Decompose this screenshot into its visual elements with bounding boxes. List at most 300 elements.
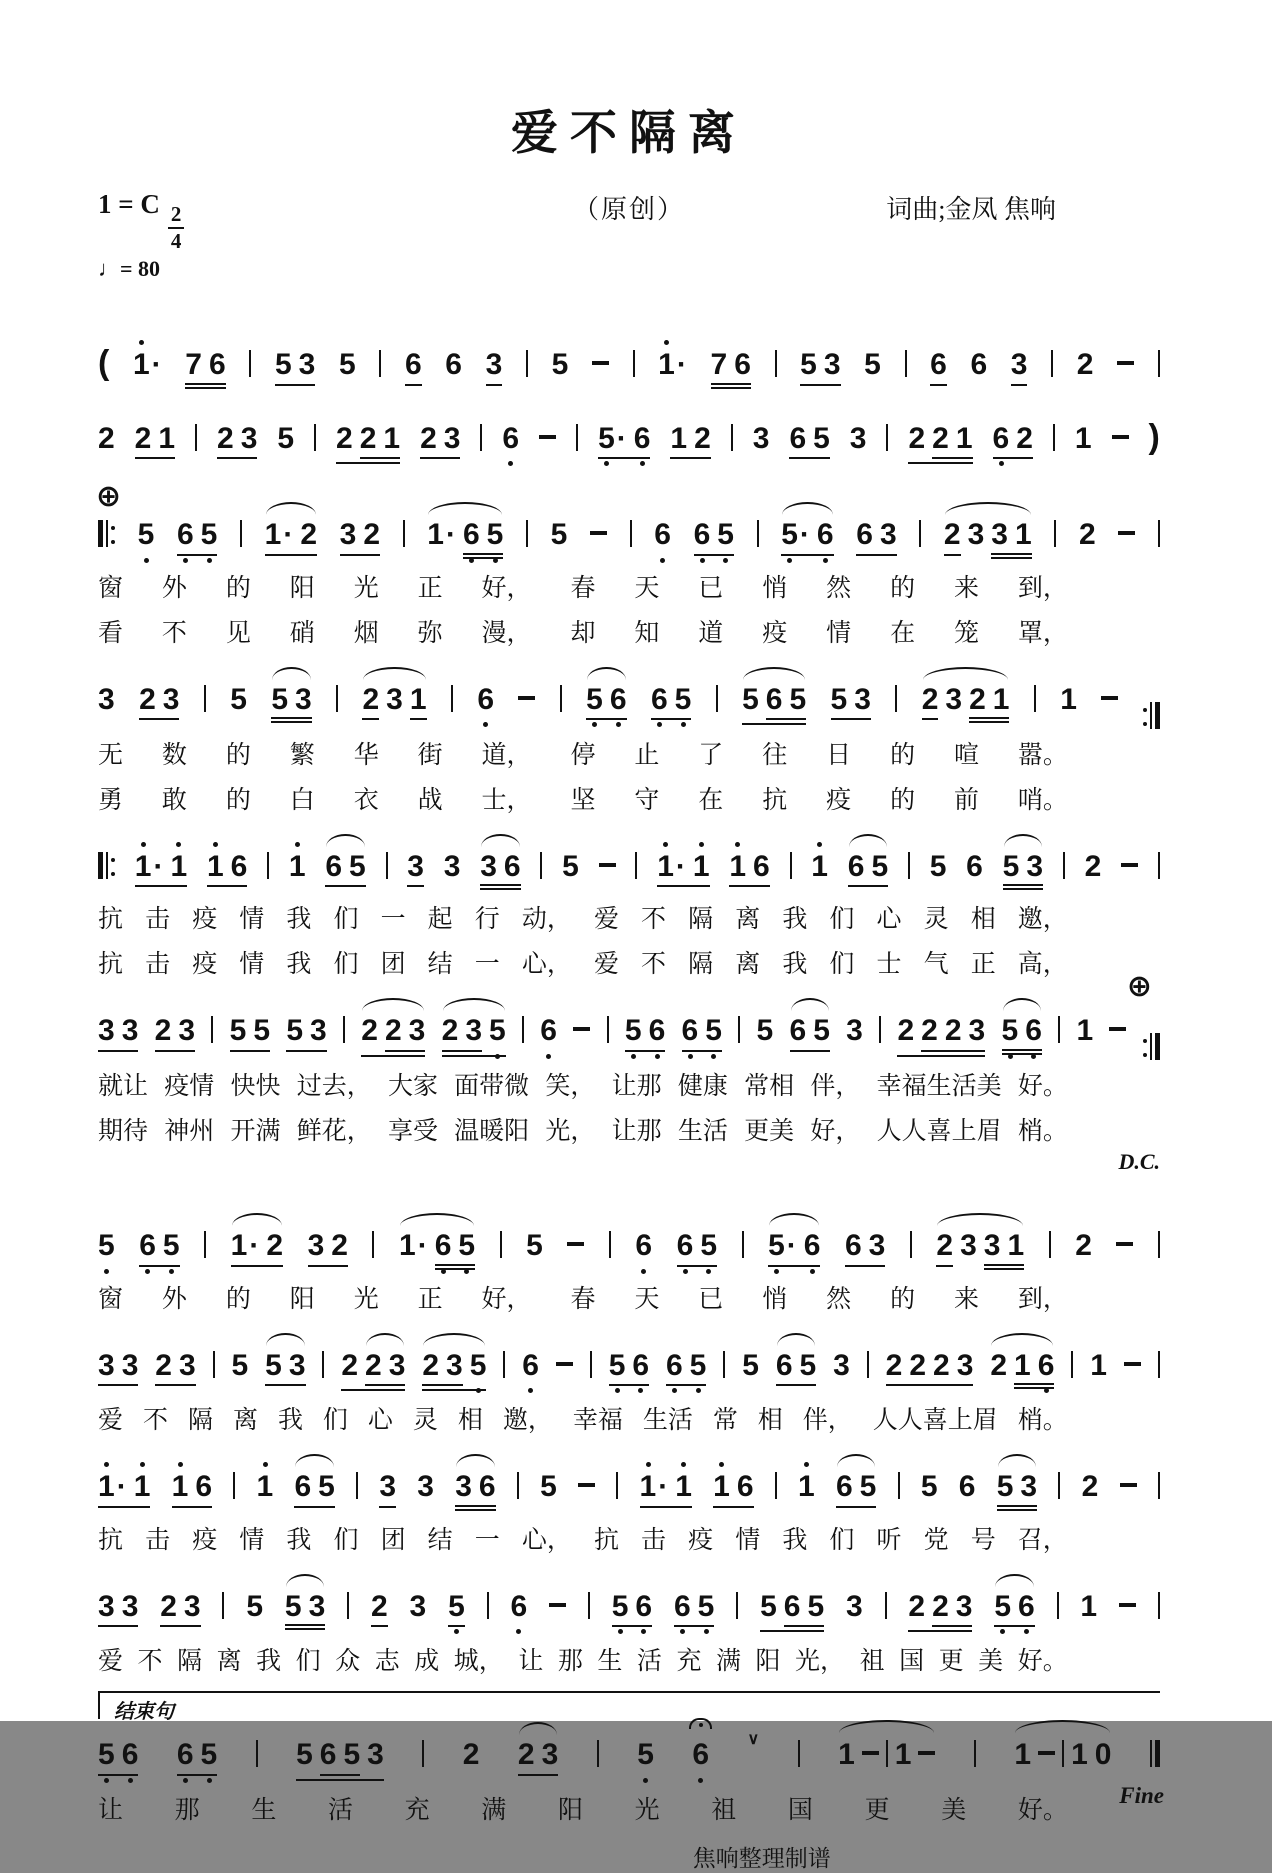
- note: 6: [817, 519, 834, 551]
- lyric-syllable: 好，: [810, 1118, 861, 1146]
- lyrics-line: [98, 1520, 1160, 1556]
- song-title: 爱不隔离: [511, 108, 747, 160]
- barline: [738, 1016, 740, 1043]
- note: 5: [201, 519, 218, 551]
- notes-line: [98, 1450, 1160, 1511]
- lyric-syllable: 我: [286, 906, 312, 934]
- note: 6: [694, 519, 711, 551]
- barline: [1158, 520, 1160, 547]
- barline: [919, 520, 921, 547]
- duration-dash: [549, 1603, 566, 1607]
- note: 1: [1090, 1348, 1107, 1382]
- lyric-syllable: 更: [938, 1648, 964, 1676]
- note: 1: [1076, 1014, 1094, 1048]
- lyric-syllable: 疫: [192, 906, 218, 934]
- beam-group: [991, 519, 1031, 559]
- beam-group: [831, 684, 871, 721]
- lyric-syllable: 人人喜上眉: [872, 1407, 998, 1435]
- lyric-syllable: 我: [782, 1526, 808, 1554]
- beam-group: [385, 1015, 425, 1052]
- barline: [249, 350, 251, 377]
- note: 6: [856, 518, 873, 552]
- octave-dot-above: [699, 842, 704, 847]
- octave-dot-below: [672, 1388, 677, 1393]
- note: 5: [98, 1739, 115, 1771]
- lyric-syllable: 硝: [289, 619, 315, 647]
- notes-line: [98, 399, 1160, 465]
- barline: [630, 520, 632, 547]
- note: 2: [160, 1589, 177, 1623]
- beam-group: [177, 519, 217, 556]
- lyric-syllable: 更美: [744, 1118, 795, 1146]
- repeat-dot: [111, 540, 115, 544]
- octave-dot-below: [104, 1778, 109, 1783]
- barline: [1155, 1740, 1160, 1767]
- lyric-syllable: 繁: [289, 741, 315, 769]
- lyric-syllable: 情: [239, 906, 265, 934]
- notes-line: [98, 994, 1160, 1057]
- note: 3: [98, 1014, 115, 1048]
- octave-dot-below: [604, 461, 609, 466]
- barline: [609, 1231, 611, 1258]
- note: 2: [134, 421, 152, 455]
- footer-credit: 焦响整理制谱: [692, 1845, 831, 1871]
- note: 1: [675, 1471, 692, 1503]
- note: 5: [996, 1470, 1014, 1504]
- lyric-syllable: 抗: [98, 1526, 124, 1554]
- note: 5: [229, 1014, 247, 1048]
- lyric-syllable: 疫: [688, 1526, 714, 1554]
- note: 6: [177, 519, 194, 551]
- octave-dot-above: [646, 1462, 651, 1467]
- lyric-syllable: 情: [735, 1526, 761, 1554]
- octave-dot-below: [104, 1269, 109, 1274]
- lyric-syllable: 面带微: [454, 1073, 530, 1101]
- duration-dot: ·: [151, 348, 162, 382]
- octave-dot-below: [657, 722, 662, 727]
- beam-group: [711, 349, 751, 389]
- lyric-syllable: 的: [225, 786, 251, 814]
- note: 1·: [135, 851, 164, 883]
- lyric-syllable: 让: [518, 1648, 544, 1676]
- note: 3: [1010, 348, 1028, 382]
- duration-dash: [1116, 1242, 1133, 1246]
- duration-dot: ·: [445, 518, 456, 552]
- beam-group: [155, 1015, 195, 1052]
- barline: [635, 852, 637, 879]
- beam-group: [784, 1591, 824, 1628]
- octave-dot-below: [711, 1054, 716, 1059]
- note: 6: [736, 1470, 754, 1504]
- note: 3: [455, 1470, 472, 1504]
- barline: [211, 1016, 213, 1043]
- note: 6: [966, 849, 983, 883]
- note: 5: [612, 1591, 629, 1623]
- notes-line: [98, 1718, 1160, 1781]
- lyric-syllable: 在: [890, 619, 916, 647]
- note: 6: [765, 682, 783, 716]
- duration-dot: ·: [116, 1470, 127, 1504]
- repeat-dot: [111, 872, 115, 876]
- beam-group: [98, 1015, 138, 1052]
- note: 3: [162, 682, 180, 716]
- beam-group: [362, 684, 379, 721]
- lyric-syllable: 的: [890, 574, 916, 602]
- lyric-syllable: 天: [634, 1285, 660, 1313]
- beam-group: [677, 1230, 717, 1267]
- slur-group: [994, 1591, 1034, 1628]
- note: 6: [804, 1230, 821, 1262]
- lyric-syllable: 国: [899, 1648, 925, 1676]
- barline: [522, 1016, 524, 1043]
- note: 5: [813, 421, 830, 455]
- note: 1: [1080, 1589, 1098, 1623]
- dc-label: D.C.: [1118, 1149, 1160, 1175]
- lyric-syllable: 享受: [387, 1118, 438, 1146]
- lyric-syllable: 阳: [755, 1648, 781, 1676]
- lyric-syllable: 离: [735, 951, 761, 979]
- note: 6: [775, 1348, 793, 1382]
- note: 1·: [230, 1229, 260, 1263]
- lyric-syllable: 动，: [521, 906, 572, 934]
- note: 5: [230, 682, 247, 716]
- octave-dot-below: [1031, 1054, 1036, 1059]
- note: 6: [435, 1230, 452, 1262]
- beam-group: [336, 423, 400, 465]
- octave-dot-below: [592, 722, 597, 727]
- octave-dot-below: [696, 1388, 701, 1393]
- beam-group: [98, 1471, 150, 1508]
- beam-group: [922, 684, 939, 721]
- octave-dot-above: [735, 842, 740, 847]
- duration-dash: [1101, 696, 1118, 700]
- segno-icon: ⊕: [1126, 969, 1152, 1005]
- beam-group: [651, 684, 691, 721]
- note: 5: [789, 682, 807, 716]
- beam-group: [760, 1591, 824, 1633]
- barline: [1054, 520, 1056, 547]
- lyrics-line: [98, 899, 1160, 935]
- lyric-syllable: 伴，: [802, 1407, 853, 1435]
- lyric-syllable: 弥: [417, 619, 443, 647]
- lyric-syllable: 坚: [570, 786, 596, 814]
- octave-dot-below: [704, 1629, 709, 1634]
- note: 2: [932, 1589, 949, 1623]
- lyric-syllable: 让那: [611, 1118, 662, 1146]
- lyric-syllable: 结: [427, 1526, 453, 1554]
- lyric-syllable: 心，: [521, 951, 572, 979]
- beam-group: [789, 423, 829, 460]
- note: 3: [367, 1738, 384, 1772]
- slur-group: [427, 519, 503, 559]
- note: 6: [1018, 1591, 1035, 1623]
- note: 5: [586, 684, 603, 716]
- note: 3: [991, 518, 1008, 552]
- barline: [974, 1740, 976, 1767]
- lyric-syllable: 灵: [412, 1407, 438, 1435]
- barline: [775, 1472, 777, 1499]
- barline: [204, 1231, 206, 1258]
- duration-dash: [1038, 1751, 1055, 1755]
- note: 1·: [427, 518, 456, 552]
- octave-dot-below: [508, 461, 513, 466]
- lyric-syllable: 士，: [481, 786, 532, 814]
- lyric-syllable: 光，: [795, 1648, 846, 1676]
- note: 3: [879, 518, 897, 552]
- note: 5: [458, 1230, 475, 1262]
- system-line: [96, 479, 1160, 649]
- lyric-syllable: 们: [333, 951, 359, 979]
- note: 5: [1002, 849, 1020, 883]
- beam-group: [932, 1591, 972, 1628]
- note: 2: [1084, 849, 1102, 883]
- octave-dot-below: [680, 1629, 685, 1634]
- note: 2: [944, 1014, 962, 1048]
- beam-group: [435, 1230, 475, 1270]
- system-line: [98, 830, 1160, 981]
- beam-group: [379, 1471, 396, 1508]
- notes-line: [98, 498, 1160, 559]
- lyric-syllable: 窗: [98, 1285, 124, 1313]
- note: 1: [170, 851, 187, 883]
- note: 5: [487, 519, 504, 551]
- lyric-syllable: 守: [634, 786, 660, 814]
- lyric-syllable: 正: [417, 1285, 443, 1313]
- barline: [1158, 350, 1160, 377]
- slur-group: [285, 1591, 325, 1631]
- duration-dash: [556, 1362, 573, 1366]
- slur-group: [742, 684, 806, 726]
- slur-group: [922, 684, 1010, 724]
- note: 3: [240, 421, 258, 455]
- lyric-syllable: 击: [641, 1526, 667, 1554]
- note: 2: [420, 421, 437, 455]
- lyric-syllable: 气: [923, 951, 949, 979]
- lyric-syllable: 更: [864, 1796, 890, 1824]
- note: 2: [885, 1348, 903, 1382]
- lyric-syllable: 心: [367, 1407, 393, 1435]
- lyric-syllable: 起: [427, 906, 453, 934]
- barline: [1058, 1472, 1060, 1499]
- octave-dot-above: [141, 842, 146, 847]
- note: 1: [134, 1471, 151, 1503]
- duration-dot: ·: [799, 518, 810, 552]
- barline: [1158, 1351, 1160, 1378]
- lyrics-line: [98, 1641, 1160, 1677]
- lyric-syllable: 不: [161, 619, 187, 647]
- barline: [731, 424, 733, 451]
- duration-dot: ·: [153, 849, 164, 883]
- note: 5: [253, 1014, 271, 1048]
- beam-group: [135, 423, 175, 460]
- octave-dot-below: [1044, 1388, 1049, 1393]
- barline: [500, 1231, 502, 1258]
- note: 2: [139, 682, 156, 716]
- note: 1: [670, 421, 688, 455]
- slur-group: [790, 1015, 830, 1052]
- lyric-syllable: 邀，: [502, 1407, 553, 1435]
- lyrics-line: [98, 1111, 1160, 1147]
- lyric-syllable: 不: [641, 906, 667, 934]
- note: 5: [1002, 1015, 1019, 1047]
- lyric-syllable: 号: [970, 1526, 996, 1554]
- note: 6: [634, 423, 651, 455]
- note: 3: [121, 1348, 139, 1382]
- slur-group: [1014, 1737, 1111, 1771]
- note: 3: [485, 348, 503, 382]
- beam-group: [670, 423, 710, 460]
- lyric-syllable: 情: [826, 619, 852, 647]
- note: 5: [929, 849, 947, 883]
- beam-group: [1011, 349, 1028, 386]
- lyric-syllable: 抗: [762, 786, 788, 814]
- repeat-start-barline: [98, 852, 115, 879]
- duration-dot: ·: [616, 421, 627, 455]
- note: 5: [717, 519, 734, 551]
- barline: [905, 350, 907, 377]
- slur-group: [1002, 1015, 1042, 1055]
- barline: [403, 520, 405, 547]
- slur-group: [990, 1350, 1054, 1390]
- lyric-syllable: 梢。: [1017, 1118, 1068, 1146]
- duration-dash: [918, 1751, 935, 1755]
- lyric-syllable: 爱: [593, 906, 619, 934]
- note: 1: [798, 1471, 815, 1503]
- barline: [204, 685, 206, 712]
- beam-group: [766, 684, 806, 721]
- note: 6: [1038, 1350, 1055, 1382]
- note: 2: [361, 1014, 378, 1048]
- lyric-syllable: 活: [327, 1796, 353, 1824]
- lyric-syllable: 们: [333, 1526, 359, 1554]
- note: 3: [409, 1589, 427, 1623]
- note: 1: [955, 421, 973, 455]
- lyric-syllable: 充: [404, 1796, 430, 1824]
- note: 5: [138, 519, 155, 551]
- note: 5: [265, 1348, 282, 1382]
- barline: [633, 350, 635, 377]
- note: 3: [407, 849, 424, 883]
- beam-group: [296, 1739, 384, 1781]
- lyric-syllable: 漫，: [481, 619, 532, 647]
- barline: [540, 852, 542, 879]
- lyric-syllable: 停: [570, 741, 596, 769]
- system-line: [98, 969, 1160, 1175]
- barline: [898, 1472, 900, 1499]
- note: 2: [1076, 348, 1094, 382]
- beam-group: [320, 1739, 360, 1776]
- slur-group: [442, 1015, 506, 1057]
- slur-group: [422, 1350, 486, 1392]
- note: 3: [178, 1348, 196, 1382]
- note: 3: [288, 1348, 306, 1382]
- duration-dash: [539, 435, 556, 439]
- note: 5: [920, 1470, 938, 1504]
- beam-group: [944, 519, 961, 556]
- beam-group: [1014, 1350, 1054, 1390]
- note: 5·: [768, 1230, 797, 1262]
- beam-group: [155, 1350, 195, 1387]
- note: 3: [307, 1229, 325, 1263]
- lyric-syllable: 疫: [762, 619, 788, 647]
- song-subtitle: （原创）: [572, 195, 685, 224]
- note: 3: [846, 1014, 863, 1048]
- barline: [503, 1351, 505, 1378]
- lyric-syllable: 一: [474, 951, 500, 979]
- note: 2: [897, 1014, 915, 1048]
- note: 6: [753, 849, 770, 883]
- lyric-syllable: 爱: [98, 1648, 124, 1676]
- note: 5: [338, 348, 356, 382]
- system-line: [98, 325, 1160, 389]
- duration-dash: [518, 696, 535, 700]
- note: 1: [729, 851, 746, 883]
- beam-group: [463, 519, 503, 559]
- barline: [213, 1351, 215, 1378]
- beam-group: [694, 519, 734, 556]
- note: 1: [1014, 518, 1032, 552]
- lyric-syllable: 听: [876, 1526, 902, 1554]
- lyric-syllable: 罩，: [1017, 619, 1068, 647]
- note: 6: [635, 1591, 652, 1623]
- octave-dot-above: [817, 842, 822, 847]
- lyric-syllable: 抗: [593, 1526, 619, 1554]
- barline: [1058, 1016, 1060, 1043]
- lyrics-line: [98, 613, 1160, 649]
- octave-dot-below: [1000, 1629, 1005, 1634]
- beam-group: [98, 1591, 138, 1628]
- lyric-syllable: 离: [735, 906, 761, 934]
- lyric-syllable: 在: [698, 786, 724, 814]
- lyric-syllable: 悄: [762, 1285, 788, 1313]
- beam-group: [598, 423, 650, 460]
- note: 6: [654, 519, 671, 551]
- repeat-start-barline: [98, 520, 115, 547]
- barline: [1158, 1592, 1160, 1619]
- lyric-syllable: 衣: [353, 786, 379, 814]
- lyric-syllable: 人人喜上眉: [876, 1118, 1002, 1146]
- lyric-syllable: 邀，: [1017, 906, 1068, 934]
- note: 3: [121, 1589, 139, 1623]
- note: 1·: [399, 1229, 428, 1263]
- lyrics-line: [98, 568, 1160, 604]
- lyric-syllable: 就让: [98, 1073, 149, 1101]
- note: 1: [838, 1738, 855, 1772]
- note: 5: [864, 348, 881, 382]
- note: 1·: [133, 349, 162, 381]
- slur-group: [768, 1230, 820, 1267]
- note: 2: [422, 1348, 440, 1382]
- lyric-syllable: 阳: [289, 574, 315, 602]
- repeat-dot: [1143, 708, 1147, 712]
- note: 1·: [657, 851, 686, 883]
- lyric-syllable: 道: [698, 619, 724, 647]
- lyric-syllable: 我: [782, 906, 808, 934]
- duration-dash: [578, 1483, 595, 1487]
- note: 3: [541, 1738, 559, 1772]
- note: 6: [635, 1230, 652, 1262]
- lyric-syllable: 我: [286, 951, 312, 979]
- ending-bracket: [98, 1691, 1160, 1724]
- octave-dot-below: [688, 1054, 693, 1059]
- octave-dot-below: [774, 1269, 779, 1274]
- note: 1: [409, 682, 427, 716]
- lyric-syllable: 疫: [192, 951, 218, 979]
- lyric-syllable: 已: [698, 1285, 724, 1313]
- note: 6: [674, 1591, 691, 1623]
- lyric-syllable: 春: [570, 574, 596, 602]
- barline: [1158, 1231, 1160, 1258]
